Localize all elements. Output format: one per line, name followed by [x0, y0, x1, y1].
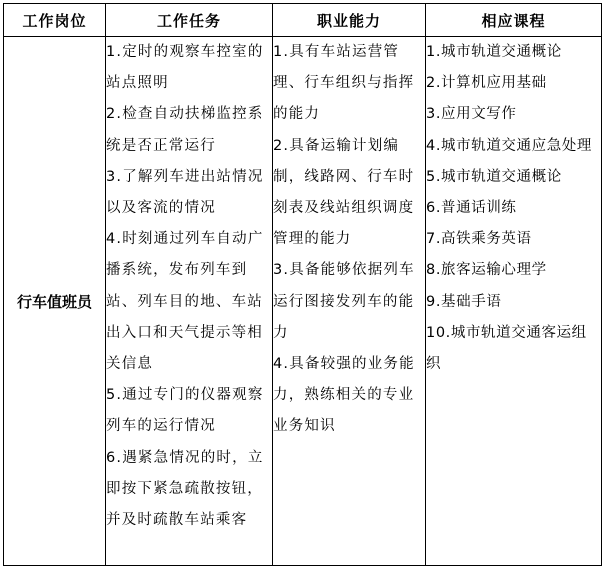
list-item: 2.具备运输计划编制，线路网、行车时刻表及线站组织调度管理的能力	[273, 137, 415, 248]
list-item: 7.高铁乘务英语	[426, 231, 532, 248]
list-item: 8.旅客运输心理学	[426, 262, 547, 279]
list-item: 6.遇紧急情况的时，立即按下紧急疏散按钮，并及时疏散车站乘客	[106, 449, 264, 529]
tasks-cell	[106, 37, 273, 566]
header-abilities: 职业能力	[273, 4, 426, 37]
list-item: 6.普通话训练	[426, 200, 517, 217]
list-item: 2.计算机应用基础	[426, 75, 547, 92]
job-table	[3, 3, 602, 566]
tasks-list	[106, 37, 272, 536]
list-item: 10.城市轨道交通客运组织	[426, 324, 587, 373]
list-item: 3.应用文写作	[426, 106, 517, 123]
abilities-cell	[273, 37, 426, 566]
header-tasks: 工作任务	[106, 4, 273, 37]
list-item: 4.时刻通过列车自动广播系统，发布列车到站、列车目的地、车站出入口和天气提示等相关信息	[106, 231, 264, 373]
list-item: 1.城市轨道交通概论	[426, 44, 562, 60]
list-item: 4.具备较强的业务能力，熟练相关的专业业务知识	[273, 356, 415, 435]
abilities-list	[273, 37, 425, 443]
list-item: 5.通过专门的仪器观察列车的运行情况	[106, 387, 264, 435]
header-position: 工作岗位	[4, 4, 106, 37]
courses-list	[426, 37, 601, 380]
list-item: 9.基础手语	[426, 293, 502, 310]
list-item: 4.城市轨道交通应急处理	[426, 137, 593, 154]
list-item: 3.了解列车进出站情况以及客流的情况	[106, 168, 264, 217]
list-item: 2.检查自动扶梯监控系统是否正常运行	[106, 106, 264, 154]
list-item: 5.城市轨道交通概论	[426, 168, 562, 185]
header-row	[4, 4, 602, 37]
position-cell: 行车值班员	[4, 37, 106, 566]
list-item: 1.定时的观察车控室的站点照明	[106, 44, 264, 92]
list-item: 3.具备能够依据列车运行图接发列车的能力	[273, 262, 415, 341]
list-item: 1.具有车站运营管理、行车组织与指挥的能力	[273, 44, 415, 123]
courses-cell	[426, 37, 602, 566]
header-courses: 相应课程	[426, 4, 602, 37]
table-row	[4, 37, 602, 566]
